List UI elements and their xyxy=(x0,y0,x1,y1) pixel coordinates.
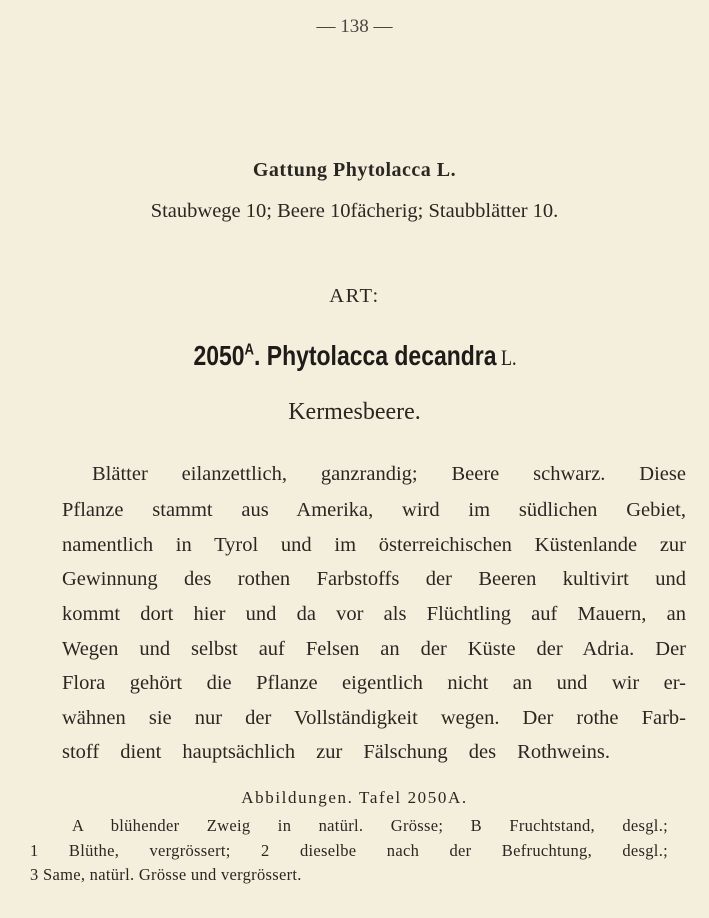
species-suffix: A xyxy=(244,341,254,359)
species-name: . Phytolacca decandra xyxy=(253,340,496,371)
illustration-line: A blühender Zweig in natürl. Grösse; B Fruchtstand, desgl.; xyxy=(72,816,668,835)
illustration-line: 3 Same, natürl. Grösse und vergrössert. xyxy=(30,865,302,884)
body-line: Blätter eilanzettlich, ganzrandig; Beere schwarz. Diese xyxy=(92,463,686,485)
body-line: kommt dort hier und da vor als Flüchtling auf Mauern, an xyxy=(62,603,686,625)
body-line: Flora gehört die Pflanze eigentlich nicht an und wir er- xyxy=(62,672,686,694)
genus-description: Staubwege 10; Beere 10fächerig; Staubblätter 10. xyxy=(150,200,559,222)
genus-title: Gattung Phytolacca L. xyxy=(252,159,457,181)
species-heading xyxy=(0,340,709,372)
body-line: Wegen und selbst auf Felsen an der Küste der Adria. Der xyxy=(62,638,686,660)
section-label: ART: xyxy=(329,285,380,307)
body-line: Gewinnung des rothen Farbstoffs der Beeren kultivirt und xyxy=(62,568,686,590)
body-line: Pflanze stammt aus Amerika, wird im südlichen Gebiet, xyxy=(62,499,686,521)
body-line: namentlich in Tyrol und im österreichischen Küstenlande zur xyxy=(62,534,686,556)
body-line: wähnen sie nur der Vollständigkeit wegen. Der rothe Farb- xyxy=(62,707,686,729)
page-number: — 138 — xyxy=(316,16,393,37)
illustration-line: 1 Blüthe, vergrössert; 2 dieselbe nach der Befruchtung, desgl.; xyxy=(30,841,668,860)
body-line: stoff dient hauptsächlich zur Fälschung des Rothweins. xyxy=(62,741,610,763)
illustrations-heading: Abbildungen. Tafel 2050A. xyxy=(241,788,468,807)
common-name: Kermesbeere. xyxy=(288,399,421,425)
species-number: 2050 xyxy=(192,340,245,371)
species-author: L. xyxy=(495,345,517,370)
